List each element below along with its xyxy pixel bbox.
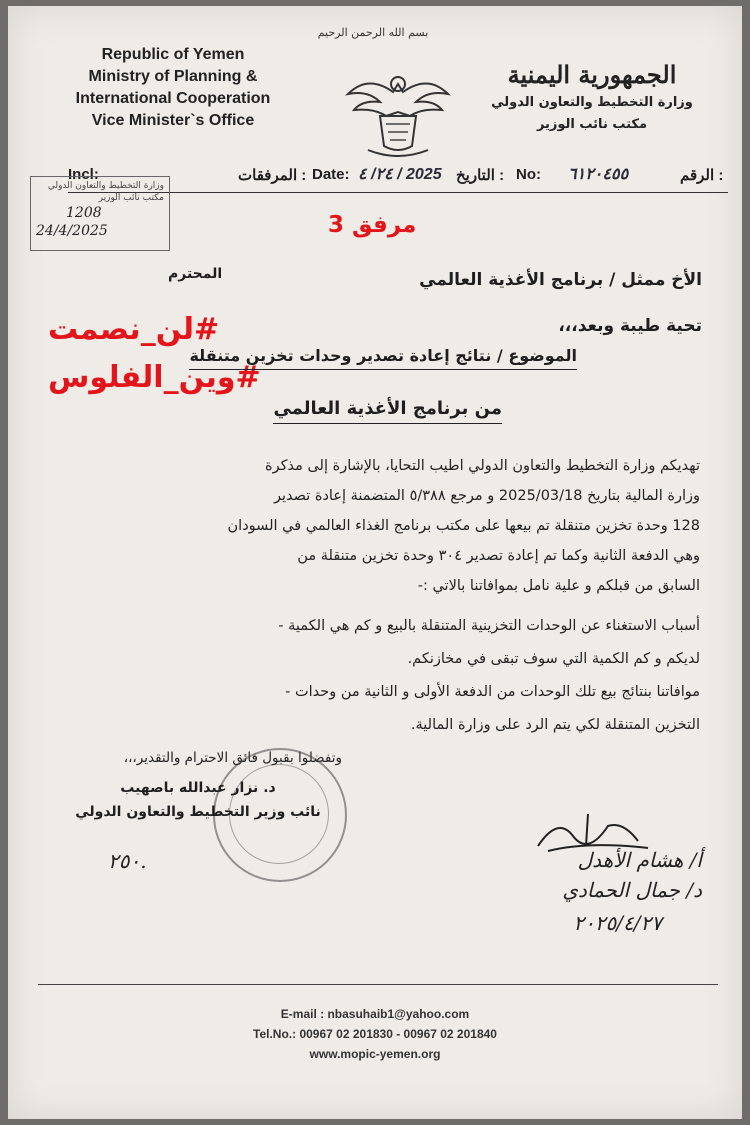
english-letterhead xyxy=(68,44,278,132)
point-line: لديكم و كم الكمية التي سوف تبقى في مخازنكم. xyxy=(407,651,700,667)
closing-line: وتفضلوا بقبول فائق الاحترام والتقدير،،، xyxy=(123,750,342,766)
footer-divider xyxy=(38,984,718,985)
basmala: بسم الله الرحمن الرحيم xyxy=(317,26,429,39)
body-line: تهديكم وزارة التخطيط والتعاون الدولي اطيب التحايا، بالإشارة إلى مذكرة xyxy=(264,458,700,474)
salutation: الأخ ممثل / برنامج الأغذية العالمي xyxy=(419,270,702,290)
attachment-label: مرفق 3 xyxy=(328,212,417,238)
stamp-number: 1208 xyxy=(66,205,102,221)
header-ar-line3: مكتب نائب الوزير xyxy=(536,117,648,132)
footer-web: www.mopic-yemen.org xyxy=(309,1047,441,1061)
hashtag-1: #لن_نصمت xyxy=(48,312,220,347)
stamp-line1: وزارة التخطيط والتعاون الدولي xyxy=(47,181,164,191)
arabic-letterhead xyxy=(482,58,702,136)
no-label: No: xyxy=(516,166,541,183)
no-value: ٦١٢٠٤٥٥ xyxy=(568,166,629,183)
point-line: أسباب الاستغناء عن الوحدات التخزينية المتنقلة بالبيع و كم هي الكمية - xyxy=(278,618,700,634)
handwritten-date: ٢٠٢٥/٤/٢٧ xyxy=(573,911,662,935)
body-line: 128 وحدة تخزين متنقلة تم بيعها على مكتب برنامج الغذاء العالمي في السودان xyxy=(227,518,700,534)
from-line: من برنامج الأغذية العالمي xyxy=(273,398,502,424)
date-ar-label: التاريخ : xyxy=(456,167,505,184)
point-line: التخزين المتنقلة لكي يتم الرد على وزارة المالية. xyxy=(410,717,700,733)
subject-line: الموضوع / نتائج إعادة تصدير وحدات تخزين متنقلة xyxy=(189,346,577,370)
date-value: ٢٤/ ٤ / 2025 xyxy=(358,166,442,183)
point-1-text: أسباب الاستغناء عن الوحدات التخزينية المتنقلة بالبيع و كم هي الكمية xyxy=(288,618,700,634)
signatory-name: د. نزار عبدالله باصهيب xyxy=(120,780,276,796)
incoming-stamp xyxy=(30,176,170,251)
header-en-line4: Vice Minister`s Office xyxy=(91,112,255,129)
handwritten-note-1: أ/ هشام الأهدل xyxy=(577,848,702,872)
date-label: Date: xyxy=(312,166,350,183)
greeting: تحية طيبة وبعد،،، xyxy=(558,316,702,336)
body-line: وهي الدفعة الثانية وكما تم إعادة تصدير ٣٠٤ وحدة تخزين متنقلة من xyxy=(297,548,700,564)
body-line: وزارة المالية بتاريخ 2025/03/18 و مرجع ٥/٣٨٨ المتضمنة إعادة تصدير xyxy=(274,488,700,504)
stamp-date: 24/4/2025 xyxy=(36,223,108,239)
no-ar-label: الرقم : xyxy=(680,167,724,184)
stamp-line2: مكتب نائب الوزير xyxy=(98,193,164,203)
header-en-line3: International Cooperation xyxy=(75,90,271,107)
header-en-line2: Ministry of Planning & xyxy=(88,68,258,85)
footer-email: E-mail : nbasuhaib1@yahoo.com xyxy=(280,1007,470,1021)
respected: المحترم xyxy=(168,266,223,282)
point-line: موافاتنا بنتائج بيع تلك الوحدات من الدفعة الأولى و الثانية من وحدات - xyxy=(285,684,700,700)
footer xyxy=(8,1004,742,1064)
incl-label: Incl: xyxy=(68,166,99,183)
handwritten-note-2: د/ جمال الحمادي xyxy=(562,878,702,902)
signatory-block xyxy=(68,776,328,824)
letter-sheet xyxy=(8,6,742,1119)
footer-tel: Tel.No.: 00967 02 201830 - 00967 02 201840 xyxy=(253,1027,497,1041)
signatory-title: نائب وزير التخطيط والتعاون الدولي xyxy=(75,804,321,820)
hashtag-2: #وين_الفلوس xyxy=(48,360,261,395)
header-ar-line2: وزارة التخطيط والتعاون الدولي xyxy=(491,95,693,110)
header-en-line1: Republic of Yemen xyxy=(101,46,245,63)
yemen-eagle-emblem-icon xyxy=(338,54,458,164)
handwritten-number: ٢٥٠. xyxy=(108,849,147,873)
header-ar-line1: الجمهورية اليمنية xyxy=(507,60,677,89)
attachments-label: المرفقات : xyxy=(238,167,307,184)
point-2-text: موافاتنا بنتائج بيع تلك الوحدات من الدفعة الأولى و الثانية من وحدات xyxy=(295,684,700,700)
body-line: السابق من قبلكم و علية نامل بموافاتنا بالاتي :- xyxy=(417,578,700,594)
